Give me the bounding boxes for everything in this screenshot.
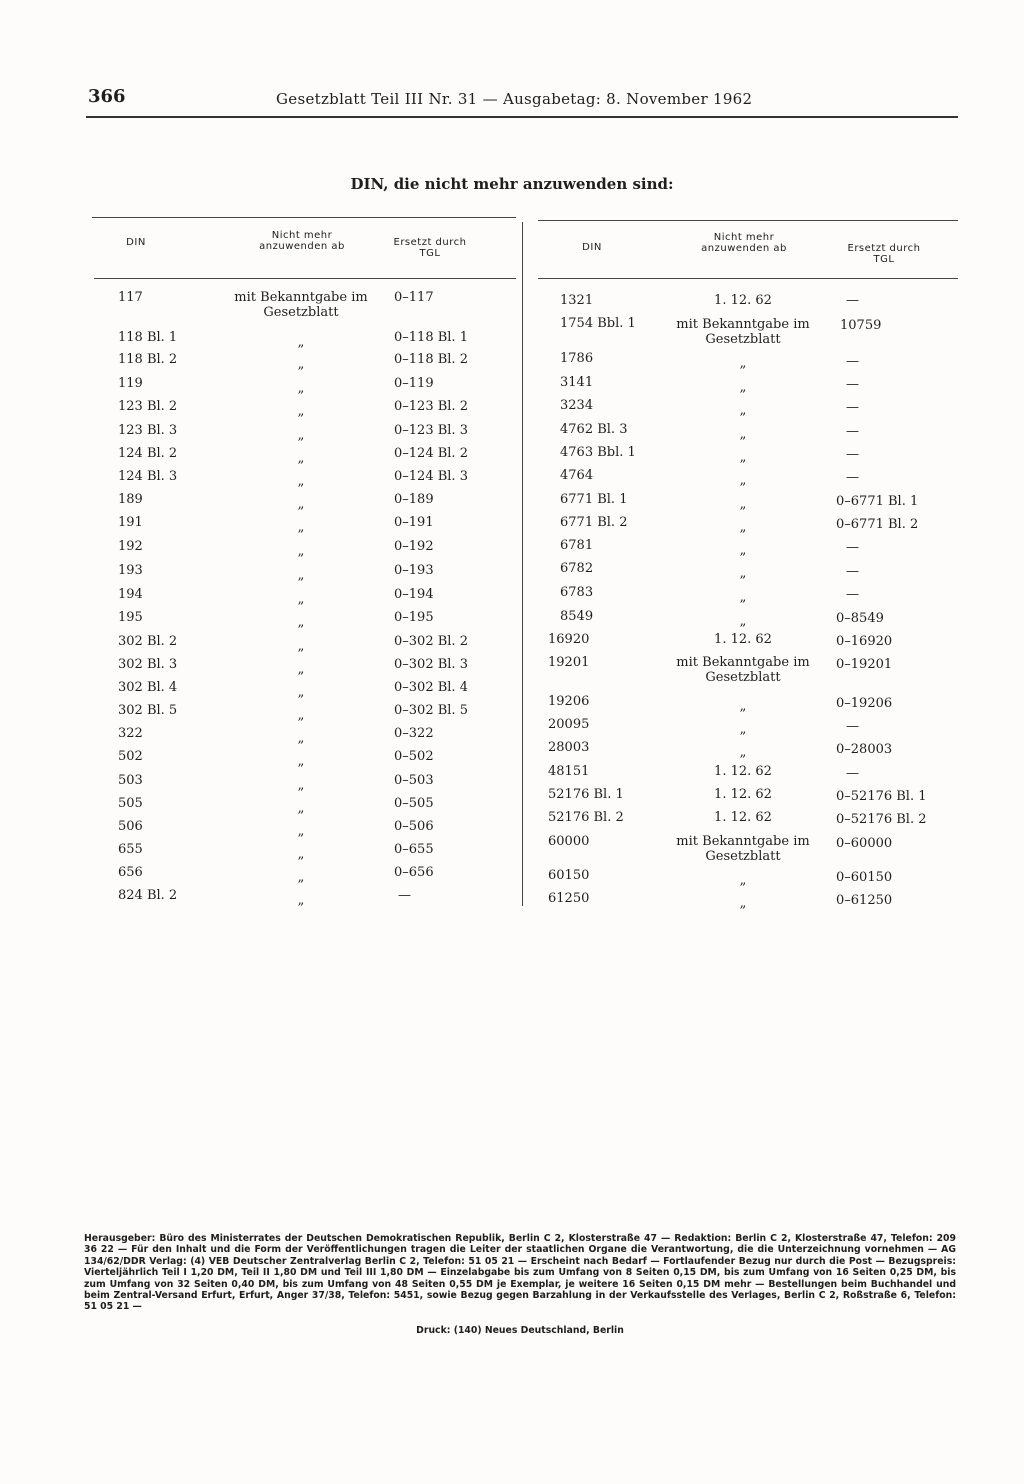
not-applied-cell: „ [739, 520, 747, 535]
din-cell: 4763 Bbl. 1 [560, 445, 636, 460]
not-applied-cell: „ [739, 745, 747, 760]
tgl-cell: 0–192 [394, 539, 434, 554]
din-cell: 656 [118, 865, 143, 880]
not-applied-cell: 1. 12. 62 [714, 293, 772, 308]
din-cell: 16920 [548, 632, 590, 647]
din-cell: 61250 [548, 891, 590, 906]
not-applied-cell: „ [297, 824, 305, 839]
not-applied-cell: „ [739, 497, 747, 512]
tgl-cell: 0–194 [394, 587, 434, 602]
not-applied-cell: „ [297, 497, 305, 512]
not-applied-cell: 1. 12. 62 [714, 810, 772, 825]
din-cell: 60000 [548, 834, 590, 849]
not-applied-cell: „ [739, 614, 747, 629]
tgl-cell: 0–6771 Bl. 1 [836, 494, 919, 509]
din-cell: 8549 [560, 609, 594, 624]
tgl-cell: — [846, 400, 859, 415]
not-applied-cell: „ [739, 566, 747, 581]
section-title: DIN, die nicht mehr anzuwenden sind: [350, 175, 674, 193]
din-cell: 191 [118, 515, 143, 530]
left-header-replaced: Ersetzt durch TGL [393, 237, 467, 259]
not-applied-cell: „ [739, 450, 747, 465]
tgl-cell: 0–502 [394, 749, 434, 764]
tgl-cell: 0–124 Bl. 3 [394, 469, 468, 484]
page-header-title: Gesetzblatt Teil III Nr. 31 — Ausgabetag: 8. November 1962 [276, 90, 753, 108]
not-applied-cell: 1. 12. 62 [714, 632, 772, 647]
din-cell: 503 [118, 773, 143, 788]
tgl-cell: 0–60000 [836, 836, 893, 851]
imprint-text: Herausgeber: Büro des Ministerrates der Deutschen Demokratischen Republik, Berlin C 2, Klosterstraße 47 — Redaktion: Berlin C 2, Klosterstraße 47, Telefon: 209 36 22 — Für den Inhalt und die Form der Veröffentlichungen tragen die Leiter der staatlichen Organe die Verantwortung, die die Unterzeichnung vornehmen — AG 134/62/DDR Verlag: (4) VEB Deutscher Zentralverlag Berlin C 2, Telefon: 51 05 21 — Erscheint nach Bedarf — Fortlaufender Bezug nur durch die Post — Bezugspreis: Vierteljährlich Teil I 1,20 DM, Teil II 1,80 DM und Teil III 1,80 DM — Einzelabgabe bis zum Umfang von 8 Seiten 0,15 DM, bis zum Umfang von 16 Seiten 0,25 DM, bis zum Umfang von 32 Seiten 0,40 DM, bis zum Umfang von 48 Seiten 0,55 DM je Exemplar, je weitere 16 Seiten 0,15 DM mehr — Bestellungen beim Buchhandel und beim Zentral-Versand Erfurt, Erfurt, Anger 37/38, Telefon: 5451, sowie Bezug gegen Barzahlung in der Verkaufsstelle des Verlages, Berlin C 2, Roßstraße 6, Telefon: 51 05 21 — [84, 1233, 956, 1313]
din-cell: 60150 [548, 868, 590, 883]
tgl-cell: 0–195 [394, 610, 434, 625]
din-cell: 48151 [548, 764, 590, 779]
din-cell: 193 [118, 563, 143, 578]
tgl-cell: 0–117 [394, 290, 434, 305]
tgl-cell: 0–118 Bl. 1 [394, 330, 468, 345]
column-separator [522, 222, 523, 906]
din-cell: 6783 [560, 585, 594, 600]
not-applied-cell: 1. 12. 62 [714, 787, 772, 802]
tgl-cell: 0–506 [394, 819, 434, 834]
tgl-cell: 0–302 Bl. 5 [394, 703, 468, 718]
tgl-cell: 0–52176 Bl. 1 [836, 789, 927, 804]
not-applied-cell: „ [297, 404, 305, 419]
din-cell: 824 Bl. 2 [118, 888, 178, 903]
right-header-replaced: Ersetzt durch TGL [847, 243, 921, 265]
not-applied-cell: „ [297, 335, 305, 350]
tgl-cell: — [846, 293, 859, 308]
din-cell: 1754 Bbl. 1 [560, 316, 636, 331]
din-cell: 655 [118, 842, 143, 857]
tgl-cell: 0–503 [394, 773, 434, 788]
din-cell: 3141 [560, 375, 594, 390]
din-cell: 302 Bl. 2 [118, 634, 178, 649]
tgl-cell: — [398, 888, 411, 903]
not-applied-cell: „ [739, 722, 747, 737]
din-cell: 118 Bl. 2 [118, 352, 178, 367]
tgl-cell: 0–16920 [836, 634, 893, 649]
not-applied-cell: „ [297, 801, 305, 816]
not-applied-cell: „ [739, 873, 747, 888]
tgl-cell: — [846, 587, 859, 602]
not-applied-cell: „ [297, 778, 305, 793]
din-cell: 302 Bl. 3 [118, 657, 178, 672]
tgl-cell: 0–28003 [836, 742, 893, 757]
tgl-cell: — [846, 470, 859, 485]
din-cell: 189 [118, 492, 143, 507]
tgl-cell: — [846, 354, 859, 369]
din-cell: 117 [118, 290, 143, 305]
not-applied-cell: „ [739, 403, 747, 418]
din-cell: 124 Bl. 3 [118, 469, 178, 484]
tgl-cell: 0–193 [394, 563, 434, 578]
tgl-cell: — [846, 564, 859, 579]
not-applied-cell: „ [297, 451, 305, 466]
tgl-cell: — [846, 447, 859, 462]
header-rule [86, 116, 958, 118]
not-applied-cell: „ [297, 662, 305, 677]
left-header-din: DIN [126, 237, 146, 248]
tgl-cell: — [846, 719, 859, 734]
din-cell: 20095 [548, 717, 590, 732]
din-cell: 123 Bl. 2 [118, 399, 178, 414]
din-cell: 119 [118, 376, 143, 391]
din-cell: 502 [118, 749, 143, 764]
header-bottom-rule-right [538, 278, 958, 279]
tgl-cell: 0–61250 [836, 893, 893, 908]
din-cell: 6771 Bl. 1 [560, 492, 628, 507]
din-cell: 6771 Bl. 2 [560, 515, 628, 530]
page-number: 366 [88, 86, 126, 107]
not-applied-cell: „ [297, 639, 305, 654]
tgl-cell: 0–322 [394, 726, 434, 741]
tgl-cell: 0–191 [394, 515, 434, 530]
not-applied-cell: „ [739, 427, 747, 442]
table-top-rule-right [538, 220, 958, 221]
din-cell: 3234 [560, 398, 594, 413]
tgl-cell: 0–302 Bl. 3 [394, 657, 468, 672]
not-applied-cell: 1. 12. 62 [714, 764, 772, 779]
left-header-not-applied: Nicht mehr anzuwenden ab [259, 230, 345, 252]
tgl-cell: 0–656 [394, 865, 434, 880]
din-cell: 1321 [560, 293, 594, 308]
not-applied-cell: „ [297, 754, 305, 769]
tgl-cell: — [846, 377, 859, 392]
tgl-cell: 0–52176 Bl. 2 [836, 812, 927, 827]
not-applied-cell: „ [297, 357, 305, 372]
not-applied-cell: „ [739, 590, 747, 605]
din-cell: 118 Bl. 1 [118, 330, 178, 345]
tgl-cell: 0–302 Bl. 4 [394, 680, 468, 695]
table-top-rule-left [92, 217, 516, 218]
din-cell: 302 Bl. 5 [118, 703, 178, 718]
not-applied-cell: mit Bekanntgabe im Gesetzblatt [676, 834, 810, 864]
not-applied-cell: „ [297, 847, 305, 862]
not-applied-cell: mit Bekanntgabe im Gesetzblatt [234, 290, 368, 320]
din-cell: 6782 [560, 561, 594, 576]
not-applied-cell: „ [297, 870, 305, 885]
tgl-cell: 0–123 Bl. 2 [394, 399, 468, 414]
din-cell: 506 [118, 819, 143, 834]
tgl-cell: 0–118 Bl. 2 [394, 352, 468, 367]
right-header-not-applied: Nicht mehr anzuwenden ab [701, 232, 787, 254]
tgl-cell: 0–60150 [836, 870, 893, 885]
tgl-cell: 0–302 Bl. 2 [394, 634, 468, 649]
tgl-cell: — [846, 540, 859, 555]
din-cell: 192 [118, 539, 143, 554]
din-cell: 52176 Bl. 1 [548, 787, 624, 802]
not-applied-cell: „ [739, 896, 747, 911]
tgl-cell: 10759 [840, 318, 882, 333]
not-applied-cell: „ [739, 380, 747, 395]
din-cell: 4762 Bl. 3 [560, 422, 628, 437]
din-cell: 505 [118, 796, 143, 811]
din-cell: 195 [118, 610, 143, 625]
not-applied-cell: „ [297, 708, 305, 723]
not-applied-cell: „ [739, 543, 747, 558]
din-cell: 6781 [560, 538, 594, 553]
not-applied-cell: „ [297, 685, 305, 700]
tgl-cell: 0–123 Bl. 3 [394, 423, 468, 438]
not-applied-cell: mit Bekanntgabe im Gesetzblatt [676, 655, 810, 685]
not-applied-cell: „ [739, 473, 747, 488]
header-bottom-rule-left [94, 278, 516, 279]
not-applied-cell: „ [297, 474, 305, 489]
not-applied-cell: „ [297, 615, 305, 630]
tgl-cell: 0–8549 [836, 611, 884, 626]
tgl-cell: 0–6771 Bl. 2 [836, 517, 919, 532]
not-applied-cell: „ [297, 381, 305, 396]
not-applied-cell: „ [297, 893, 305, 908]
din-cell: 302 Bl. 4 [118, 680, 178, 695]
tgl-cell: 0–19206 [836, 696, 893, 711]
not-applied-cell: „ [297, 731, 305, 746]
not-applied-cell: „ [739, 356, 747, 371]
not-applied-cell: „ [297, 428, 305, 443]
not-applied-cell: „ [297, 544, 305, 559]
tgl-cell: 0–189 [394, 492, 434, 507]
not-applied-cell: „ [297, 520, 305, 535]
din-cell: 322 [118, 726, 143, 741]
din-cell: 194 [118, 587, 143, 602]
din-cell: 52176 Bl. 2 [548, 810, 624, 825]
tgl-cell: — [846, 424, 859, 439]
right-header-din: DIN [582, 242, 602, 253]
din-cell: 124 Bl. 2 [118, 446, 178, 461]
din-cell: 1786 [560, 351, 594, 366]
not-applied-cell: „ [739, 699, 747, 714]
tgl-cell: — [846, 766, 859, 781]
din-cell: 19201 [548, 655, 590, 670]
din-cell: 19206 [548, 694, 590, 709]
din-cell: 4764 [560, 468, 594, 483]
din-cell: 123 Bl. 3 [118, 423, 178, 438]
not-applied-cell: mit Bekanntgabe im Gesetzblatt [676, 317, 810, 347]
not-applied-cell: „ [297, 592, 305, 607]
tgl-cell: 0–19201 [836, 657, 893, 672]
not-applied-cell: „ [297, 568, 305, 583]
tgl-cell: 0–505 [394, 796, 434, 811]
tgl-cell: 0–655 [394, 842, 434, 857]
tgl-cell: 0–124 Bl. 2 [394, 446, 468, 461]
tgl-cell: 0–119 [394, 376, 434, 391]
din-cell: 28003 [548, 740, 590, 755]
imprint-print: Druck: (140) Neues Deutschland, Berlin [416, 1325, 624, 1336]
